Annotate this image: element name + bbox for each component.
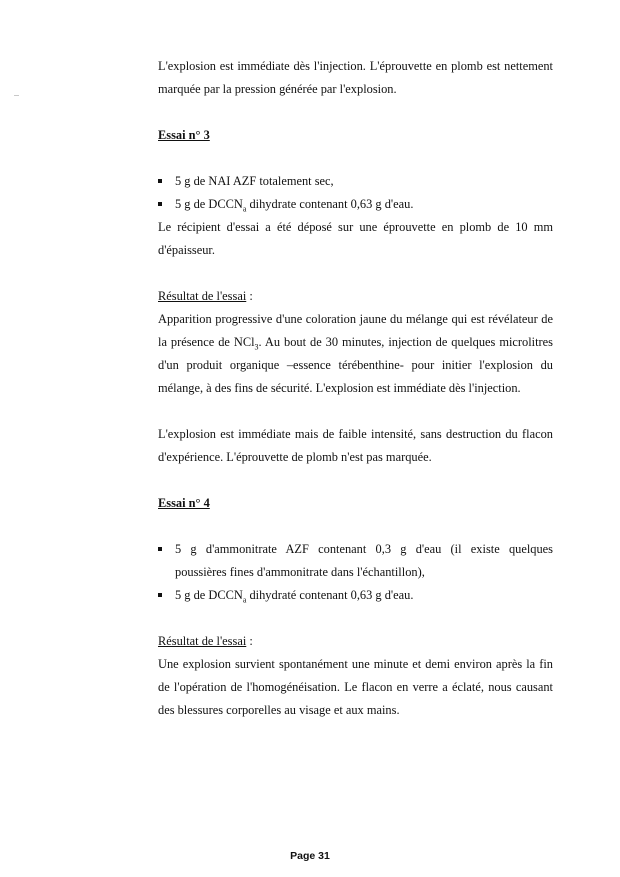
page-number: Page 31 xyxy=(290,850,330,862)
essai-4-result-label: Résultat de l'essai : xyxy=(158,634,253,648)
list-item: 5 g d'ammonitrate AZF contenant 0,3 g d'eau (il existe quelques poussières fines d'ammonitrate dans l'échantillon), xyxy=(158,538,553,584)
essai-3-heading: Essai n° 3 xyxy=(158,128,210,142)
essai-4-result-line-1: Une explosion survient spontanément une minute et demi environ après la fin xyxy=(158,657,553,671)
essai-3-result-line-1: Apparition progressive d'une coloration jaune du mélange qui est révélateur de xyxy=(158,312,553,326)
essai-3-result2-line-1: L'explosion est immédiate mais de faible intensité, sans destruction du flacon xyxy=(158,427,553,441)
essai-3-desc-line-1: Le récipient d'essai a été déposé sur une éprouvette en plomb de 10 mm xyxy=(158,220,553,234)
essai-3-result2-line-2: d'expérience. L'éprouvette de plomb n'est pas marquée. xyxy=(158,450,432,464)
list-item: 5 g de $DCCN_a$ dihydraté contenant 0,63 g d'eau. xyxy=(158,584,553,607)
bullet-icon xyxy=(158,179,162,183)
essai-3-result-line-2: la présence de NCl$_3$. Au bout de 30 minutes, injection de quelques microlitres xyxy=(158,335,553,352)
essai-4-result-line-3: des blessures corporelles au visage et aux mains. xyxy=(158,703,400,717)
essai-3-materials xyxy=(158,170,553,216)
essai-3-desc-line-2: d'épaisseur. xyxy=(158,243,215,257)
essai-4-heading: Essai n° 4 xyxy=(158,496,210,510)
margin-mark xyxy=(14,95,19,96)
list-item: 5 g de $DCCN_a$ dihydrate contenant 0,63 g d'eau. xyxy=(158,193,553,216)
page-content xyxy=(158,55,553,722)
essai-3-result-label: Résultat de l'essai : xyxy=(158,289,253,303)
essai-4-result-line-2: de l'opération de l'homogénéisation. Le flacon en verre a éclaté, nous causant xyxy=(158,680,553,694)
essai-3-result-line-3: d'un produit organique –essence térébenthine- pour initier l'explosion du xyxy=(158,358,553,372)
intro-line-1: L'explosion est immédiate dès l'injection. L'éprouvette en plomb est nettement xyxy=(158,59,553,73)
intro-line-2: marquée par la pression générée par l'explosion. xyxy=(158,82,397,96)
bullet-icon xyxy=(158,547,162,551)
list-item: 5 g de NAI AZF totalement sec, xyxy=(158,170,553,193)
bullet-icon xyxy=(158,202,162,206)
essai-4-materials xyxy=(158,538,553,607)
essai-3-result-line-4: mélange, à des fins de sécurité. L'explosion est immédiate dès l'injection. xyxy=(158,381,521,395)
bullet-icon xyxy=(158,593,162,597)
